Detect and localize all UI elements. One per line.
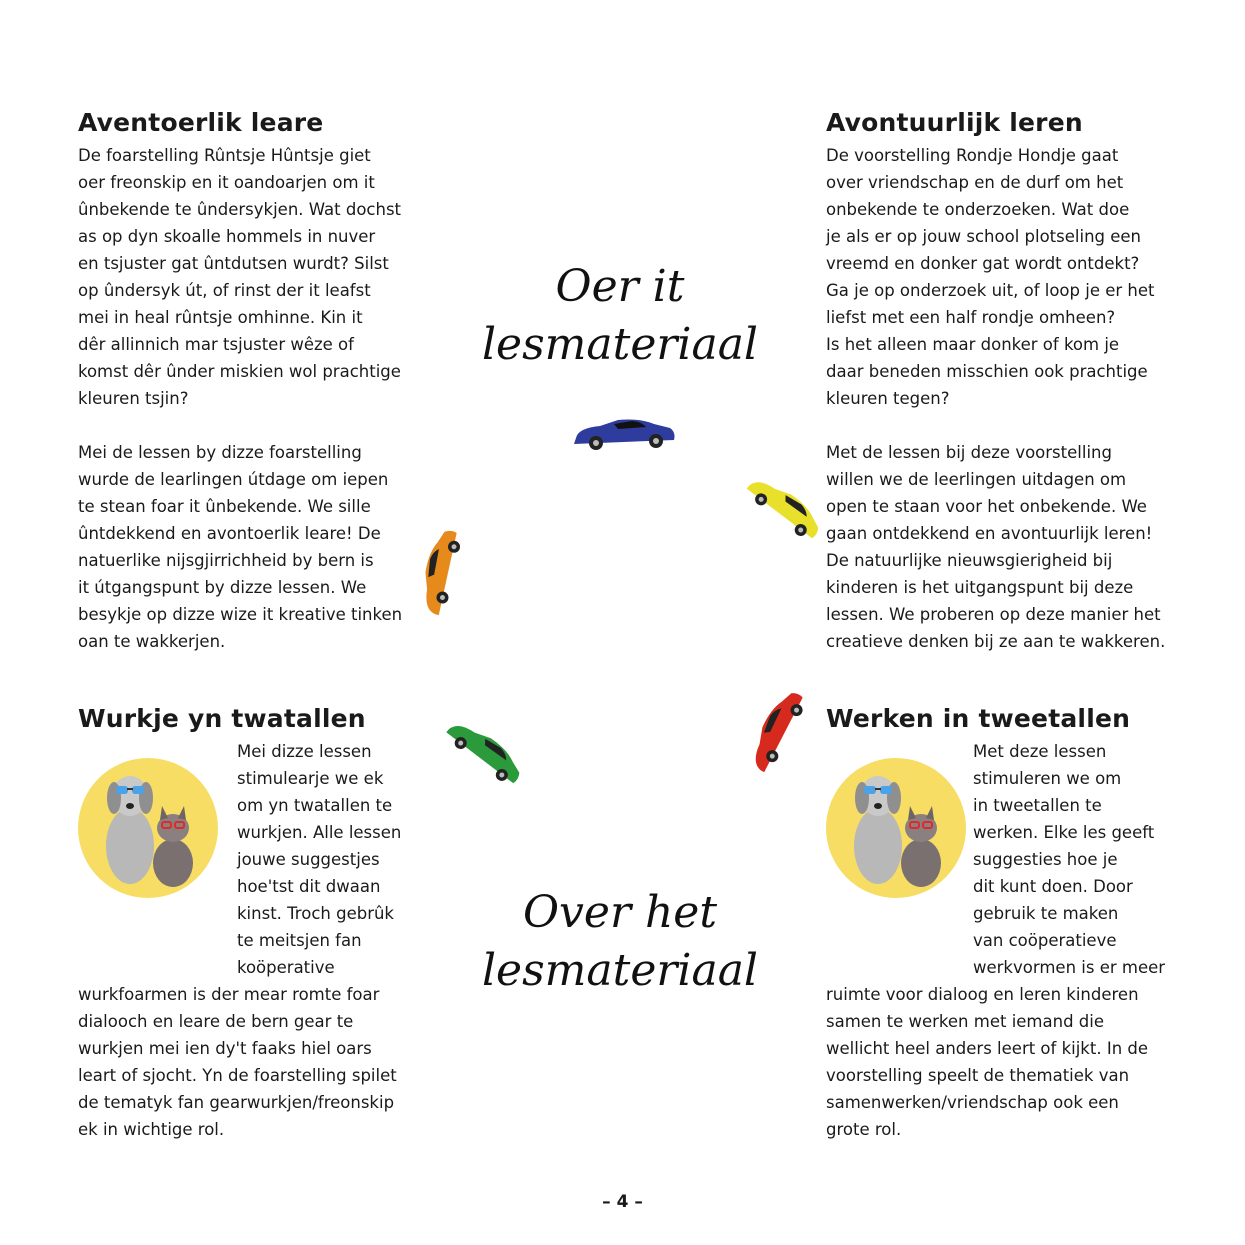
center-title-frisian: Oer it lesmateriaal [481,261,758,370]
right-paragraph-2: Met de lessen bij deze voorstelling willen we de leerlingen uitdagen om open te staan voor het onbekende. We gaan ontdekkend en avontuurlijk leren! De natuurlijke nieuwsgierigheid bij kinderen is het uitgangspunt bij deze lessen. We proberen op deze manier het creatieve denken bij ze aan te wakkeren. [826,443,1166,651]
right-paragraph-3-indent: Met deze lessen stimuleren we om in tweetallen te werken. Elke les geeft suggesties hoe je dit kunt doen. Door gebruik te maken van coöperatieve werkvormen is er meer [973,742,1166,977]
right-heading-1: Avontuurlijk leren [826,108,1083,137]
left-section-2 [78,704,423,1143]
right-section-2 [826,704,1171,1143]
blue-toy-car-icon [570,414,678,454]
right-paragraph-3-full: ruimte voor dialoog en leren kinderen samen te werken met iemand die wellicht heel anders leert of kijkt. In de voorstelling speelt de thematiek van samenwerken/vriendschap ook een grote rol. [826,985,1149,1139]
orange-toy-car-icon [410,520,470,625]
dog-cat-illustration [826,758,966,898]
yellow-toy-car-icon [738,466,828,546]
left-paragraph-3-indent: Mei dizze lessen stimulearje we ek om yn twatallen te wurkjen. Alle lessen jouwe suggestjes hoe'tst dit dwaan kinst. Troch gebrûk te meitsjen fan koöperative [237,742,402,977]
left-heading-2: Wurkje yn twatallen [78,704,366,733]
right-paragraph-1: De voorstelling Rondje Hondje gaat over vriendschap en de durf om het onbekende te onderzoeken. Wat doe je als er op jouw school plotseling een vreemd en donker gat wordt ontdekt? Ga je op onderzoek uit, of loop je er het liefst met een half rondje omheen? Is het alleen maar donker of kom je daar beneden misschien ook prachtige kleuren tegen? [826,146,1155,408]
left-heading-1: Aventoerlik leare [78,108,324,137]
left-column [78,108,418,655]
red-toy-car-icon [742,680,812,780]
center-title-dutch: Over het lesmateriaal [481,887,758,996]
green-toy-car-icon [440,708,530,798]
left-paragraph-1: De foarstelling Rûntsje Hûntsje giet oer freonskip en it oandoarjen om it ûnbekende te ûndersykjen. Wat dochst as op dyn skoalle hommels in nuver en tsjuster gat ûntdutsen wurdt? Silst op ûndersyk út, of rinst der it leafst mei in heal rûntsje omhinne. Kin it dêr allinnich mar tsjuster wêze of komst dêr ûnder miskien wol prachtige kleuren tsjin? [78,146,402,408]
right-heading-2: Werken in tweetallen [826,704,1131,733]
right-column [826,108,1166,655]
dog-cat-illustration [78,758,218,898]
left-paragraph-2: Mei de lessen by dizze foarstelling wurde de learlingen útdage om iepen te stean foar it ûnbekende. We sille ûntdekkend en avontoerlik leare! De natuerlike nijsgjirrichheid by bern is it útgangspunt by dizze lessen. We besykje op dizze wize it kreative tinken oan te wakkerjen. [78,443,403,651]
left-paragraph-3-full: wurkfoarmen is der mear romte foar dialooch en leare de bern gear te wurkjen mei ien dy't faaks hiel oars leart of sjocht. Yn de foarstelling spilet de tematyk fan gearwurkjen/freonskip ek in wichtige rol. [78,985,397,1139]
page-number: – 4 – [602,1192,643,1212]
